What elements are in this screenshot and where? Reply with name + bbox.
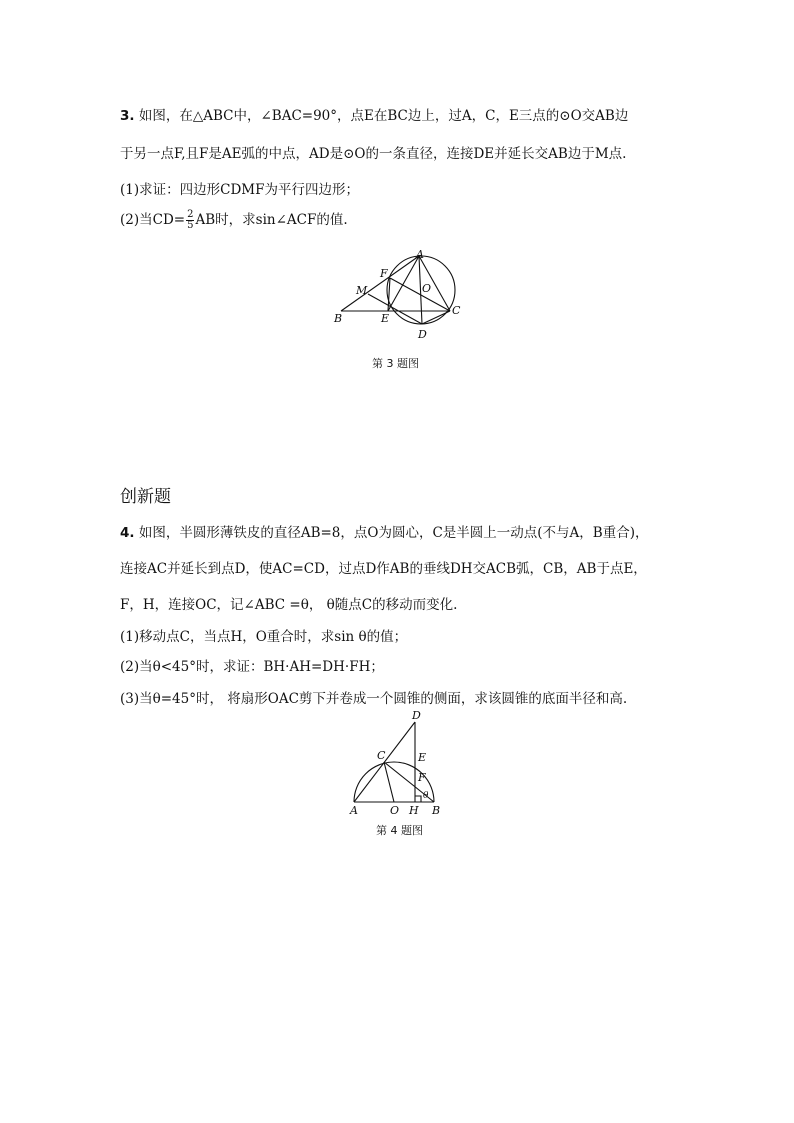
q4-segment-oc bbox=[384, 762, 394, 802]
q4-caption: 第 4 题图 bbox=[376, 824, 423, 837]
q4-label-a: A bbox=[350, 804, 358, 817]
q4-label-f: F bbox=[418, 771, 426, 784]
q3-part-1: (1)求证：四边形CDMF为平行四边形； bbox=[120, 182, 359, 198]
q3-label-a: A bbox=[416, 248, 424, 261]
q3-caption: 第 3 题图 bbox=[372, 357, 419, 370]
q4-text-line-2: 连接AC并延长到点D，使AC=CD，过点D作AB的垂线DH交ACB弧，CB，AB于点E， bbox=[120, 561, 647, 577]
q3-text-line-1: 如图，在△ABC中，∠BAC=90°，点E在BC边上，过A，C，E三点的⊙O交AB边 bbox=[138, 108, 629, 124]
q4-label-e: E bbox=[418, 751, 427, 764]
q4-number: 4. bbox=[120, 525, 135, 541]
q4-label-h: H bbox=[409, 804, 419, 817]
q3-label-e: E bbox=[381, 312, 390, 325]
q4-label-c: C bbox=[377, 749, 386, 762]
q3-fraction-numerator: 2 bbox=[187, 209, 194, 220]
q3-text-line-2: 于另一点F,且F是AE弧的中点，AD是⊙O的一条直径，连接DE并延长交AB边于M点. bbox=[120, 146, 627, 162]
q4-part-3: (3)当θ=45°时， 将扇形OAC剪下并卷成一个圆锥的侧面，求该圆锥的底面半径和高. bbox=[120, 691, 628, 707]
q4-label-d: D bbox=[412, 709, 421, 722]
q3-number: 3. bbox=[120, 108, 135, 124]
q4-label-b: B bbox=[432, 804, 441, 817]
section-title: 创新题 bbox=[120, 487, 171, 507]
q4-right-angle-mark bbox=[415, 796, 421, 802]
q3-part-2-suffix: AB时，求sin∠ACF的值. bbox=[195, 212, 348, 228]
q4-label-o: O bbox=[390, 804, 400, 817]
q3-fraction-denominator: 5 bbox=[187, 220, 194, 231]
q3-label-f: F bbox=[380, 267, 388, 280]
q4-text-line-3: F，H，连接OC，记∠ABC =θ， θ随点C的移动而变化. bbox=[120, 597, 458, 613]
q4-part-2: (2)当θ<45°时，求证：BH·AH=DH·FH； bbox=[120, 659, 384, 675]
q3-label-m: M bbox=[356, 284, 368, 297]
q3-part-2-prefix: (2)当CD= bbox=[120, 212, 186, 228]
q3-label-d: D bbox=[418, 328, 427, 341]
q3-label-c: C bbox=[452, 304, 461, 317]
q4-text-line-1: 如图，半圆形薄铁皮的直径AB=8，点O为圆心，C是半圆上一动点(不与A，B重合)， bbox=[138, 525, 649, 541]
q4-part-1: (1)移动点C，当点H，O重合时，求sin θ的值； bbox=[120, 629, 408, 645]
q3-label-o: O bbox=[422, 282, 432, 295]
q4-label-theta: θ bbox=[423, 791, 429, 801]
q3-label-b: B bbox=[334, 312, 343, 325]
